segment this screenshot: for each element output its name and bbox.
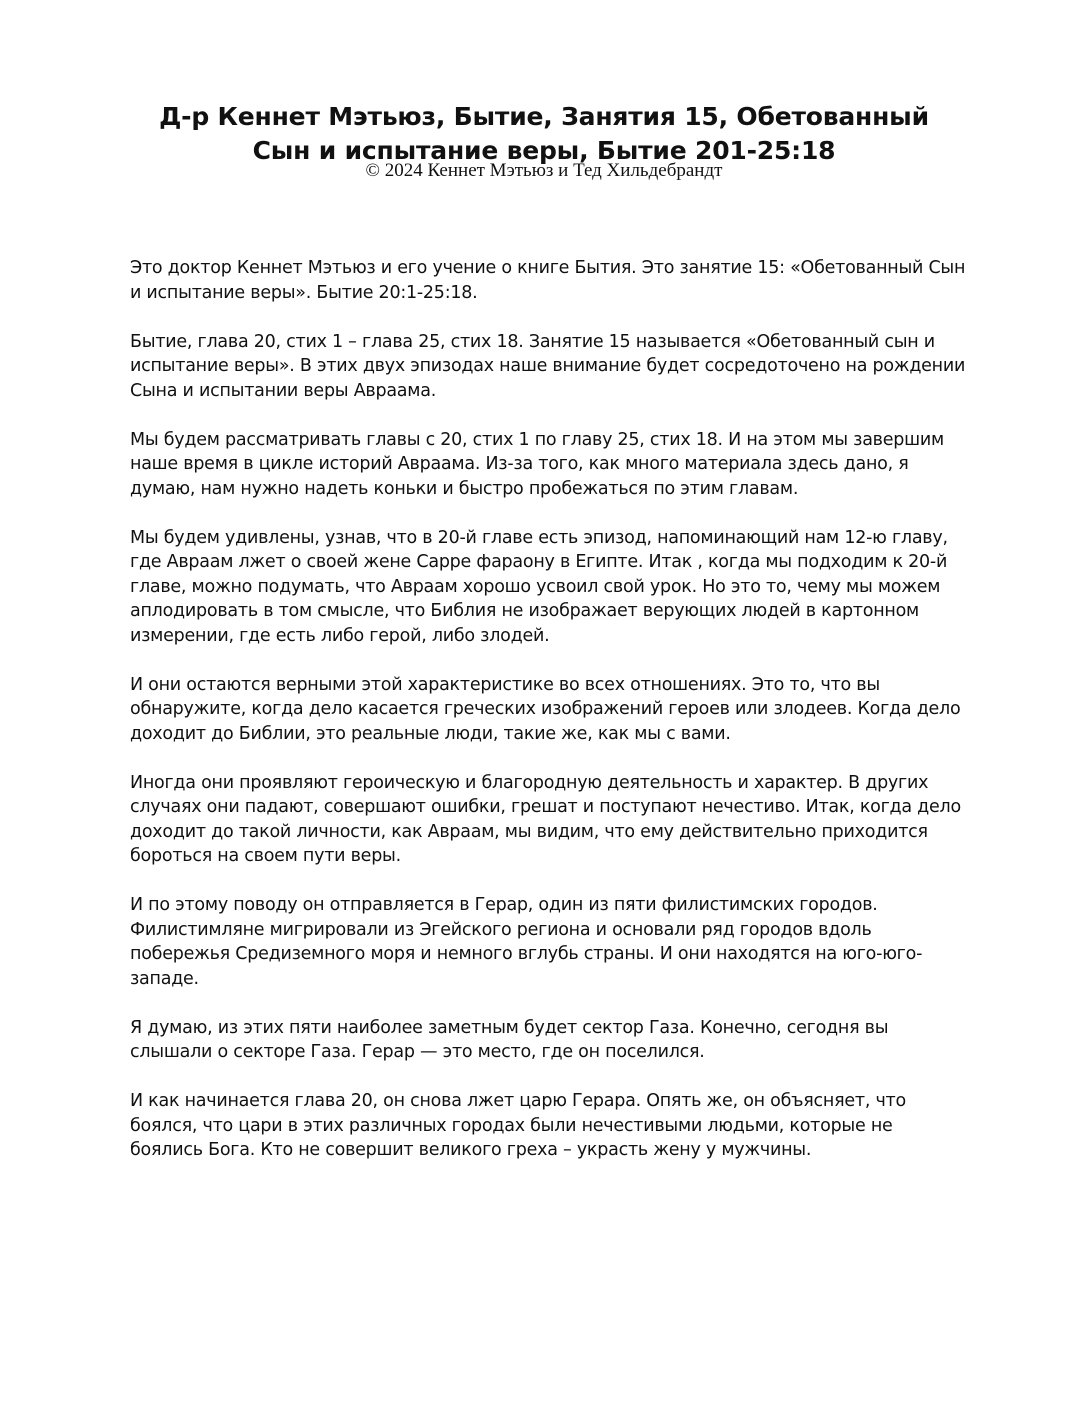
paragraph: И по этому поводу он отправляется в Герар, один из пяти филистимских городов. Филистимляне мигрировали из Эгейского региона и основали ряд городов вдоль побережья Средиземного моря и немного вглубь страны. И они находятся на юго-юго-западе. [130, 895, 923, 989]
paragraph: Бытие, глава 20, стих 1 – глава 25, стих 18. Занятие 15 называется «Обетованный сын и испытание веры». В этих двух эпизодах наше внимание будет сосредоточено на рождении Сына и испытании веры Авраама. [130, 331, 966, 401]
title-block [130, 100, 958, 182]
paragraph: Мы будем удивлены, узнав, что в 20-й главе есть эпизод, напоминающий нам 12-ю главу, где Авраам лжет о своей жене Сарре фараону в Египте. Итак , когда мы подходим к 20-й главе, можно подумать, что Авраам хорошо усвоил свой урок. Но это то, чему мы можем аплодировать в том смысле, что Библия не изображает верующих людей в картонном измерении, где есть либо герой, либо злодей. [130, 527, 948, 646]
paragraph: Это доктор Кеннет Мэтьюз и его учение о книге Бытия. Это занятие 15: «Обетованный Сын и испытание веры». Бытие 20:1-25:18. [130, 258, 966, 303]
paragraph: И как начинается глава 20, он снова лжет царю Герара. Опять же, он объясняет, что боялся, что цари в этих различных городах были нечестивыми людьми, которые не боялись Бога. Кто не совершит великого греха – украсть жену у мужчины. [130, 1091, 906, 1160]
paragraph: Мы будем рассматривать главы с 20, стих 1 по главу 25, стих 18. И на этом мы завершим наше время в цикле историй Авраама. Из-за того, как много материала здесь дано, я думаю, нам нужно надеть коньки и быстро пробежаться по этим главам. [130, 429, 944, 499]
document-body [130, 256, 966, 1187]
copyright-line: © 2024 Кеннет Мэтьюз и Тед Хильдебрандт [365, 160, 723, 181]
paragraph: Я думаю, из этих пяти наиболее заметным будет сектор Газа. Конечно, сегодня вы слышали о секторе Газа. Герар — это место, где он поселился. [130, 1017, 889, 1062]
paragraph: Иногда они проявляют героическую и благородную деятельность и характер. В других случаях они падают, совершают ошибки, грешат и поступают нечестиво. Итак, когда дело доходит до такой личности, как Авраам, мы видим, что ему действительно приходится бороться на своем пути веры. [130, 772, 961, 866]
document-title: Д-р Кеннет Мэтьюз, Бытие, Занятия 15, Обетованный Сын и испытание веры, Бытие 201-25:18 [159, 102, 929, 165]
paragraph: И они остаются верными этой характеристике во всех отношениях. Это то, что вы обнаружите, когда дело касается греческих изображений героев или злодеев. Когда дело доходит до Библии, это реальные люди, такие же, как мы с вами. [130, 674, 961, 744]
